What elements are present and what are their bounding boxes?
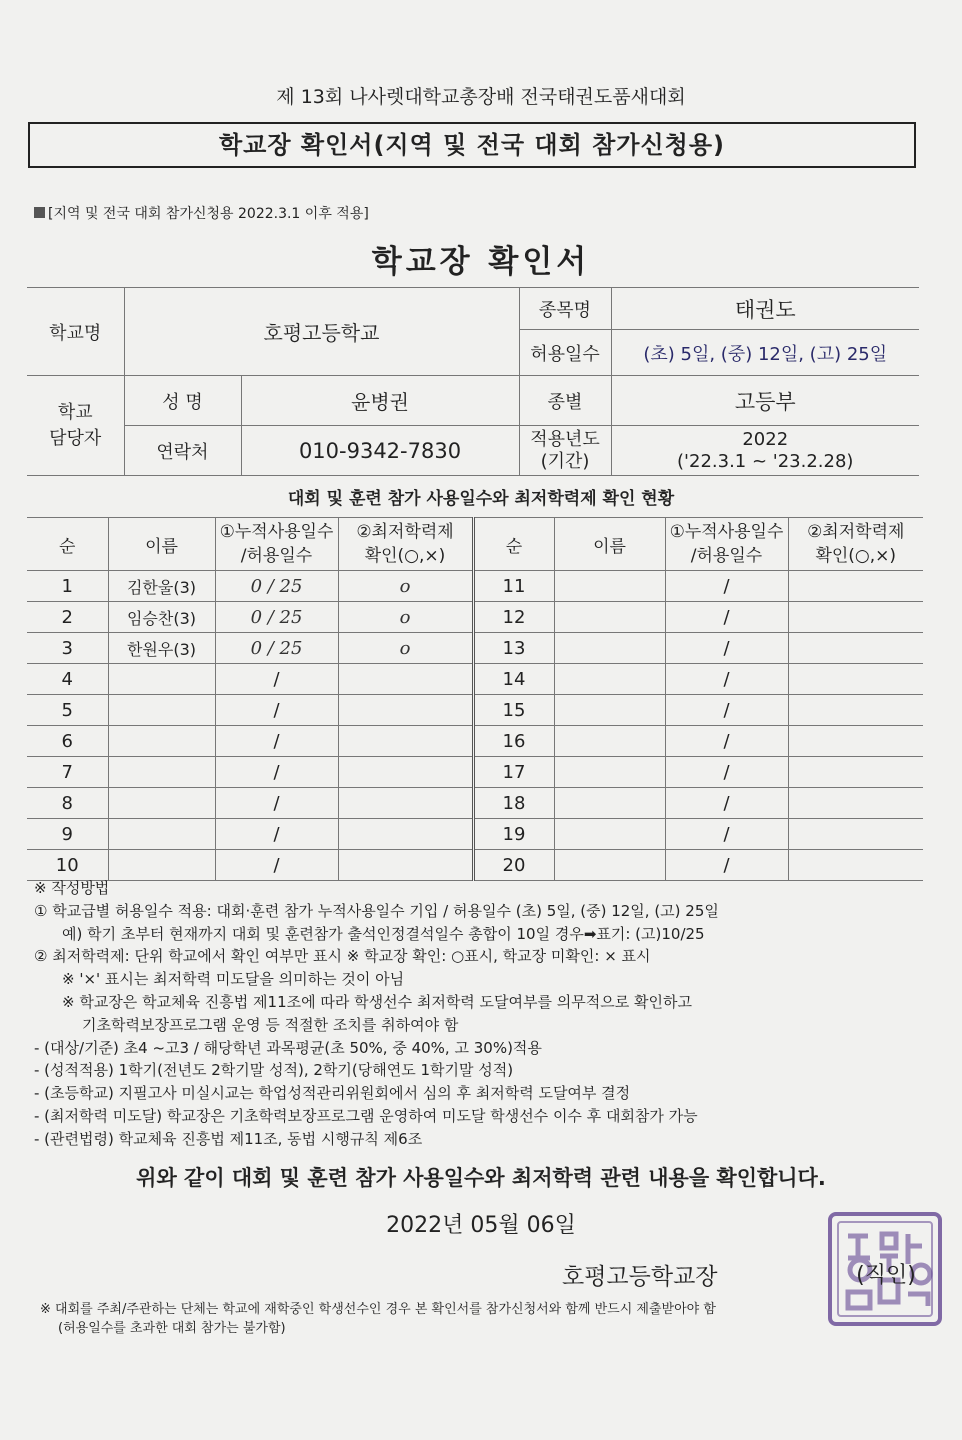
main-title: 학교장 확인서 <box>371 244 591 280</box>
instruction-note-2-cont: 기초학력보장프로그램 운영 등 적절한 조치를 취하여야 함 <box>82 1015 459 1034</box>
min-achievement-check <box>788 757 923 788</box>
instruction-item-1-example: 예) 학기 초부터 현재까지 대회 및 훈련참가 출석인정결석일수 총합이 10일 경우➡표기: (고)10/25 <box>62 924 705 943</box>
footnote-line-1: ※ 대회를 주최/주관하는 단체는 학교에 재학중인 학생선수인 경우 본 확인서를 참가신청서와 함께 반드시 제출받아야 함 <box>40 1302 716 1317</box>
row-number: 18 <box>473 788 554 819</box>
header-min <box>338 518 473 571</box>
allowed-days-label: 허용일수 <box>519 330 611 376</box>
applies-note <box>34 203 369 223</box>
min-achievement-check <box>788 788 923 819</box>
row-number: 20 <box>473 850 554 881</box>
instructions-heading: ※ 작성방법 <box>34 879 110 897</box>
student-name: 임승찬(3) <box>108 602 215 633</box>
table-row <box>27 602 923 633</box>
days-used: / <box>215 726 338 757</box>
min-achievement-check <box>788 850 923 881</box>
row-number: 11 <box>473 571 554 602</box>
instruction-bullet-4: - (최저학력 미도달) 학교장은 기초학력보장프로그램 운영하여 미도달 학생선수 이수 후 대회참가 가능 <box>34 1106 698 1125</box>
row-number: 3 <box>27 633 108 664</box>
student-name <box>108 695 215 726</box>
contact-value: 010-9342-7830 <box>241 426 519 476</box>
min-achievement-check <box>788 726 923 757</box>
row-number: 7 <box>27 757 108 788</box>
table-row <box>27 633 923 664</box>
student-name <box>108 757 215 788</box>
days-used: / <box>665 850 788 881</box>
days-used: / <box>665 602 788 633</box>
min-achievement-check <box>338 695 473 726</box>
seal-label: (직인) <box>856 1263 916 1288</box>
school-name: 호평고등학교 <box>124 288 519 376</box>
header-min-line2: 확인(○,×) <box>364 546 446 566</box>
footnote-line-2: (허용일수를 초과한 대회 참가는 불가함) <box>58 1321 286 1336</box>
square-bullet-icon <box>34 207 45 218</box>
min-achievement-check <box>338 788 473 819</box>
row-number: 8 <box>27 788 108 819</box>
event-label: 종목명 <box>519 288 611 330</box>
header-min-line2: 확인(○,×) <box>815 546 897 566</box>
student-name <box>108 788 215 819</box>
min-achievement-check: o <box>338 571 473 602</box>
division-label: 종별 <box>519 376 611 426</box>
instruction-item-1: ① 학교급별 허용일수 적용: 대회·훈련 참가 누적사용일수 기입 / 허용일수 (초) 5일, (중) 12일, (고) 25일 <box>34 901 719 920</box>
staff-label: 학교 담당자 <box>27 376 124 476</box>
student-name <box>554 571 665 602</box>
event-value: 태권도 <box>611 288 919 330</box>
instruction-bullet-1: - (대상/기준) 초4 ~고3 / 해당학년 과목평균(초 50%, 중 40%, 고 30%)적용 <box>34 1038 542 1057</box>
row-number: 5 <box>27 695 108 726</box>
applies-note-text: [지역 및 전국 대회 참가신청용 2022.3.1 이후 적용] <box>48 206 369 222</box>
days-used: / <box>665 757 788 788</box>
min-achievement-check <box>788 633 923 664</box>
table-row <box>27 819 923 850</box>
status-table <box>27 517 923 881</box>
min-achievement-check <box>338 819 473 850</box>
min-achievement-check <box>788 695 923 726</box>
header-days-line2: /허용일수 <box>240 546 313 566</box>
row-number: 17 <box>473 757 554 788</box>
info-table <box>27 287 919 476</box>
instruction-bullet-2: - (성적적용) 1학기(전년도 2학기말 성적), 2학기(당해연도 1학기말 성적) <box>34 1061 514 1080</box>
header-min-right <box>788 518 923 571</box>
min-achievement-check <box>338 757 473 788</box>
student-name <box>554 819 665 850</box>
min-achievement-check <box>788 664 923 695</box>
student-name <box>554 757 665 788</box>
table-row <box>27 664 923 695</box>
year-label <box>519 426 611 476</box>
days-used: / <box>665 788 788 819</box>
row-number: 14 <box>473 664 554 695</box>
student-name <box>554 664 665 695</box>
table-row <box>27 757 923 788</box>
row-number: 4 <box>27 664 108 695</box>
student-name <box>108 850 215 881</box>
header-no: 순 <box>27 518 108 571</box>
allowed-days-value: (초) 5일, (중) 12일, (고) 25일 <box>611 330 919 376</box>
status-title: 대회 및 훈련 참가 사용일수와 최저학력제 확인 현황 <box>287 489 675 509</box>
table-row <box>27 788 923 819</box>
instruction-note-2: ※ 학교장은 학교체육 진흥법 제11조에 따라 학생선수 최저학력 도달여부를 의무적으로 확인하고 <box>62 992 692 1011</box>
days-used: / <box>665 571 788 602</box>
days-used: / <box>665 726 788 757</box>
row-number: 2 <box>27 602 108 633</box>
division-value: 고등부 <box>611 376 919 426</box>
student-name: 김한울(3) <box>108 571 215 602</box>
instruction-note-1: ※ '×' 표시는 최저학력 미도달을 의미하는 것이 아님 <box>62 970 405 989</box>
year-value-cell <box>611 426 919 476</box>
row-number: 15 <box>473 695 554 726</box>
table-row <box>27 695 923 726</box>
days-used: / <box>665 664 788 695</box>
principal-title: 호평고등학교장 <box>562 1264 718 1290</box>
header-days <box>215 518 338 571</box>
contact-label: 연락처 <box>124 426 241 476</box>
days-used: / <box>665 633 788 664</box>
header-name-right: 이름 <box>554 518 665 571</box>
student-name: 한원우(3) <box>108 633 215 664</box>
student-name <box>554 850 665 881</box>
issue-date: 2022년 05월 06일 <box>386 1213 576 1238</box>
min-achievement-check <box>788 571 923 602</box>
days-used: / <box>665 819 788 850</box>
min-achievement-check: o <box>338 602 473 633</box>
name-label: 성 명 <box>124 376 241 426</box>
student-name <box>108 819 215 850</box>
header-days-line1: ①누적사용일수 <box>669 522 784 542</box>
min-achievement-check <box>338 850 473 881</box>
days-used: / <box>215 819 338 850</box>
student-name <box>554 633 665 664</box>
min-achievement-check: o <box>338 633 473 664</box>
period-value: ('22.3.1 ~ '23.2.28) <box>677 450 854 472</box>
student-name <box>108 726 215 757</box>
header-days-line1: ①누적사용일수 <box>219 522 334 542</box>
form-title: 학교장 확인서(지역 및 전국 대회 참가신청용) <box>28 122 916 168</box>
instruction-bullet-5: - (관련법령) 학교체육 진흥법 제11조, 동법 시행규칙 제6조 <box>34 1129 423 1148</box>
header-days-right <box>665 518 788 571</box>
table-row <box>27 850 923 881</box>
student-name <box>554 695 665 726</box>
days-used: / <box>215 695 338 726</box>
year-value: 2022 <box>742 428 789 450</box>
days-used: / <box>215 757 338 788</box>
header-name: 이름 <box>108 518 215 571</box>
student-name <box>554 602 665 633</box>
min-achievement-check <box>338 726 473 757</box>
student-name <box>554 788 665 819</box>
days-used: 0 / 25 <box>215 633 338 664</box>
confirmation-statement: 위와 같이 대회 및 훈련 참가 사용일수와 최저학력 관련 내용을 확인합니다. <box>136 1166 826 1190</box>
name-value: 윤병권 <box>241 376 519 426</box>
student-name <box>108 664 215 695</box>
instruction-bullet-3: - (초등학교) 지필고사 미실시교는 학업성적관리위원회에서 심의 후 최저학력 도달여부 결정 <box>34 1084 631 1103</box>
event-title: 제 13회 나사렛대학교총장배 전국태권도품새대회 <box>276 86 686 108</box>
table-row <box>27 726 923 757</box>
days-used: 0 / 25 <box>215 571 338 602</box>
row-number: 16 <box>473 726 554 757</box>
days-used: / <box>665 695 788 726</box>
min-achievement-check <box>788 819 923 850</box>
school-label: 학교명 <box>27 288 124 376</box>
row-number: 13 <box>473 633 554 664</box>
min-achievement-check <box>338 664 473 695</box>
year-label-line2: (기간) <box>540 450 590 472</box>
instruction-item-2: ② 최저학력제: 단위 학교에서 확인 여부만 표시 ※ 학교장 확인: ○표시, 학교장 미확인: × 표시 <box>34 947 651 966</box>
table-row <box>27 571 923 602</box>
header-no-right: 순 <box>473 518 554 571</box>
min-achievement-check <box>788 602 923 633</box>
row-number: 12 <box>473 602 554 633</box>
header-min-line1: ②최저학력제 <box>356 522 454 542</box>
row-number: 1 <box>27 571 108 602</box>
days-used: / <box>215 664 338 695</box>
row-number: 19 <box>473 819 554 850</box>
days-used: / <box>215 850 338 881</box>
student-name <box>554 726 665 757</box>
row-number: 9 <box>27 819 108 850</box>
year-label-line1: 적용년도 <box>530 428 600 450</box>
footnote <box>40 1300 940 1338</box>
instructions <box>34 877 934 1151</box>
row-number: 10 <box>27 850 108 881</box>
header-days-line2: /허용일수 <box>690 546 763 566</box>
row-number: 6 <box>27 726 108 757</box>
days-used: / <box>215 788 338 819</box>
days-used: 0 / 25 <box>215 602 338 633</box>
header-min-line1: ②최저학력제 <box>807 522 905 542</box>
